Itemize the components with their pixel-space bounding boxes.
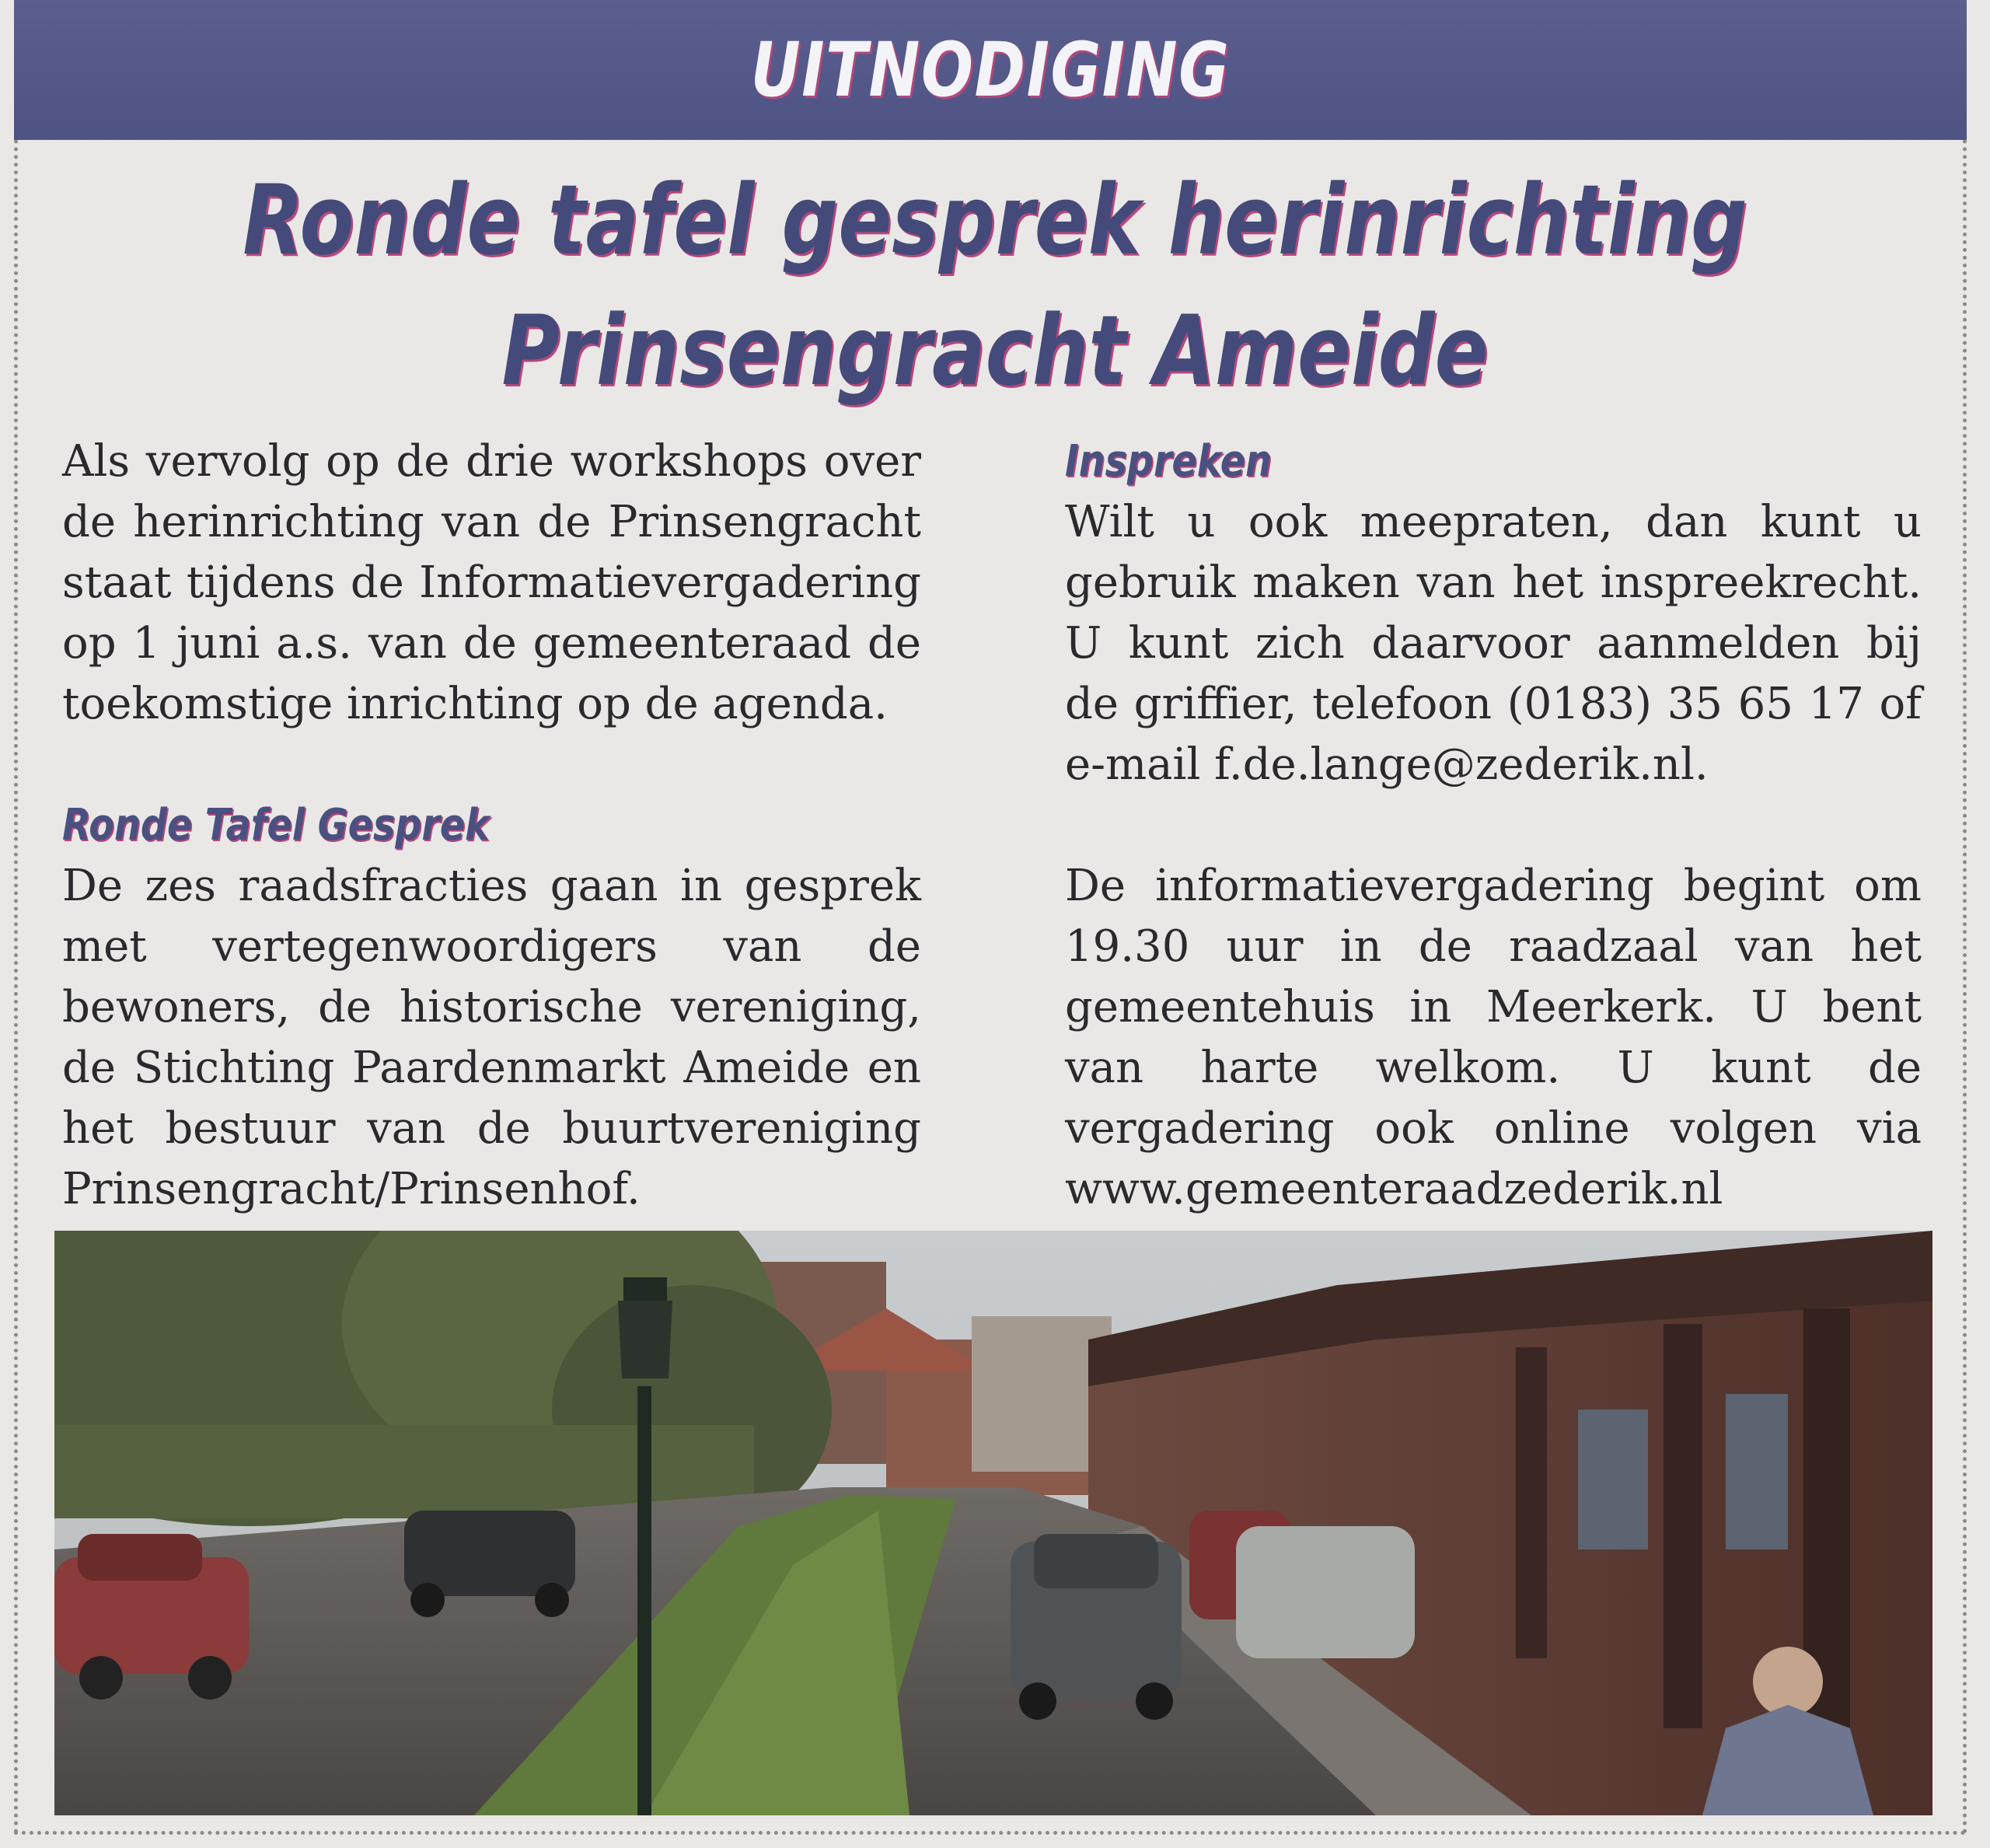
article-headline <box>179 155 1810 417</box>
banner-label: UITNODIGING <box>750 26 1231 114</box>
round-table-paragraph: De zes raadsfracties gaan in gesprek met vertegenwoordigers van de bewoners, de historische vereniging, de Stichting Paardenmarkt Ameide en het bestuur van de buurtvereniging Prinsengracht/Prinsenhof. <box>62 861 921 1214</box>
inspreken-heading: Inspreken <box>1065 436 1272 487</box>
headline-line-1: Ronde tafel gesprek herinrichting <box>243 165 1747 277</box>
headline-line-2: Prinsengracht Ameide <box>501 295 1489 407</box>
invitation-banner <box>14 0 1967 140</box>
street-photo <box>54 1231 1932 1815</box>
closing-paragraph: De informatievergadering begint om 19.30 uur in de raadzaal van het gemeentehuis in Meerkerk. U bent van harte welkom. U kunt de vergadering ook online volgen via www.gemeenteraadzederik.nl <box>1065 861 1922 1214</box>
right-column <box>1065 431 1922 1220</box>
left-column <box>62 431 921 1220</box>
inspreken-paragraph: Wilt u ook meepraten, dan kunt u gebruik maken van het inspreekrecht. U kunt zich daarvoor aanmelden bij de griffier, telefoon (0183) 35 65 17 of e-mail f.de.lange@zederik.nl. <box>1065 497 1922 790</box>
round-table-heading: Ronde Tafel Gesprek <box>62 800 490 851</box>
intro-paragraph: Als vervolg op de drie workshops over de herinrichting van de Prinsengracht staat tijdens de Informatievergadering op 1 juni a.s. van de gemeenteraad de toekomstige inrichting op de agenda. <box>62 436 921 729</box>
street-photo-illustration <box>54 1231 1932 1815</box>
